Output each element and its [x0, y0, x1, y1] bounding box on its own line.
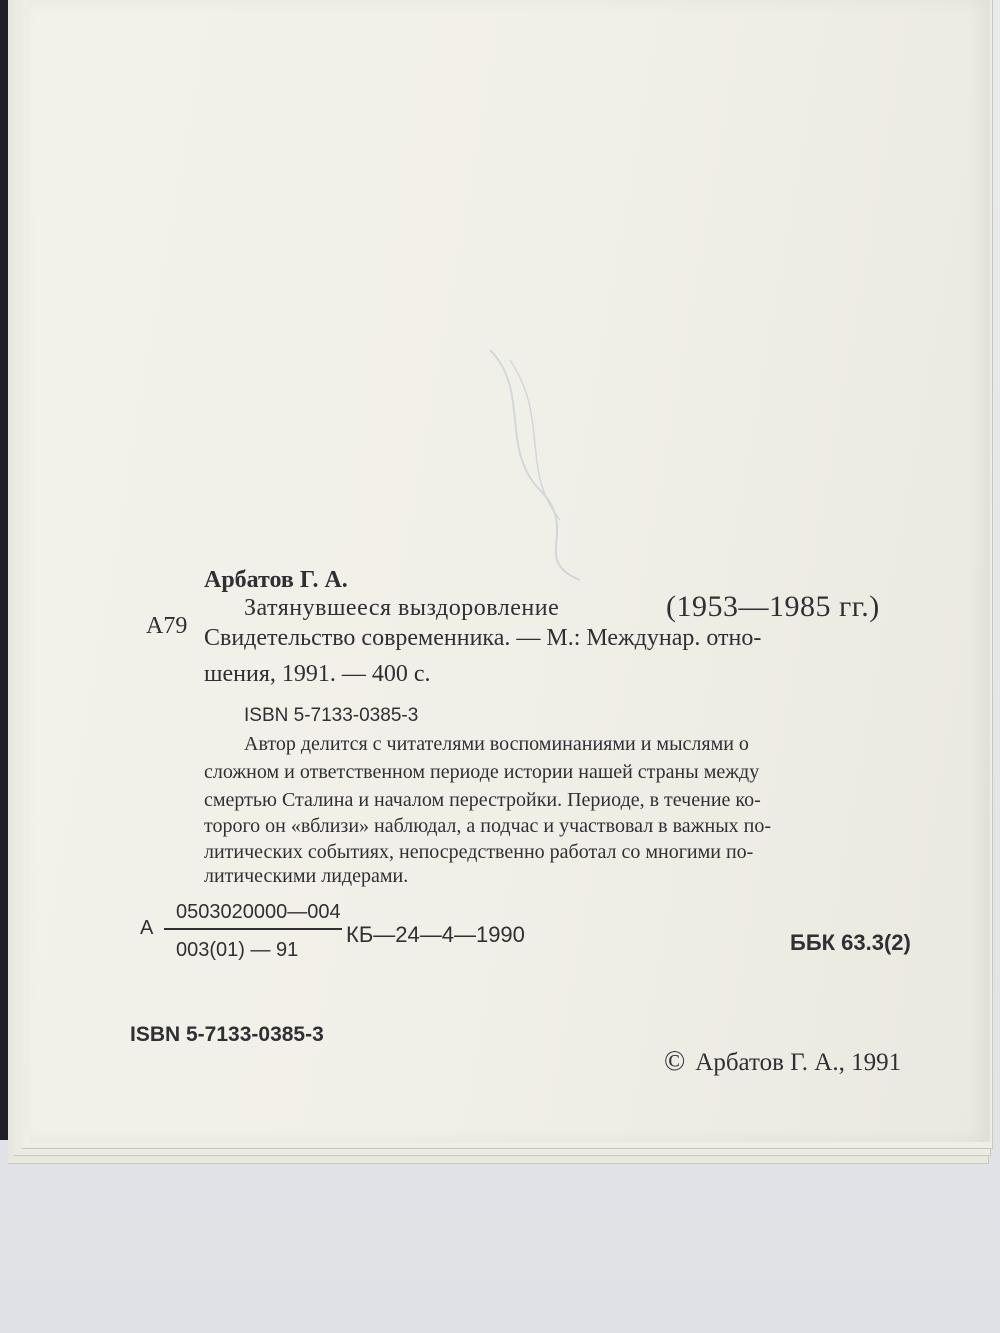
- annotation-line: литических событиях, непосредственно работал со многими по-: [204, 841, 754, 863]
- classification-numerator: 0503020000—004: [176, 901, 341, 923]
- bibliographic-line: шения, 1991. — 400 с.: [204, 661, 431, 687]
- annotation-line: сложном и ответственном периоде истории нашей страны между: [204, 761, 760, 783]
- annotation-line: смертью Сталина и началом перестройки. Периоде, в течение ко-: [204, 789, 761, 811]
- annotation-line: торого он «вблизи» наблюдал, а подчас и участвовал в важных по-: [204, 815, 771, 837]
- book-years: (1953—1985 гг.): [666, 590, 880, 623]
- bibliographic-line: Свидетельство современника. — М.: Междунар. отно-: [204, 625, 762, 651]
- classification-letter: А: [140, 917, 154, 939]
- footer-isbn: ISBN 5-7133-0385-3: [130, 1023, 324, 1046]
- copyright-text: Арбатов Г. А., 1991: [695, 1049, 902, 1076]
- annotation-line: Автор делится с читателями воспоминаниями и мыслями о: [244, 733, 749, 755]
- copyright-icon: ©: [664, 1046, 686, 1077]
- fraction-bar: [164, 928, 342, 930]
- handwriting-showthrough: [470, 330, 600, 590]
- isbn-line: ISBN 5-7133-0385-3: [244, 705, 419, 726]
- book-title: Затянувшееся выздоровление: [244, 595, 560, 621]
- classification-kb: КБ—24—4—1990: [346, 922, 525, 947]
- bbk-code: ББК 63.3(2): [790, 930, 911, 955]
- author-index-code: А79: [146, 613, 188, 639]
- author-name: Арбатов Г. А.: [204, 567, 348, 593]
- classification-denominator: 003(01) — 91: [176, 939, 299, 961]
- annotation-line: литическими лидерами.: [204, 865, 409, 887]
- copyright-line: [664, 1048, 901, 1076]
